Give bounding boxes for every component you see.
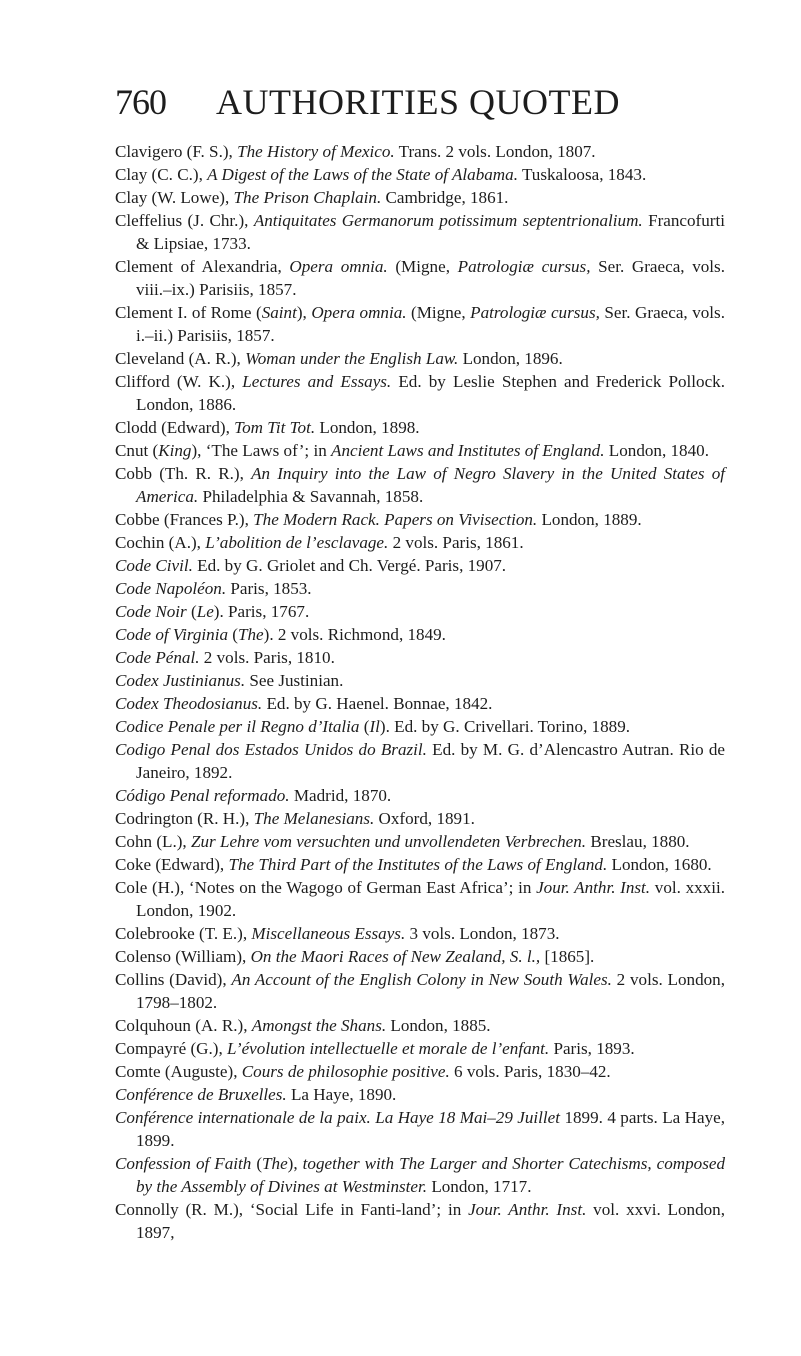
entry-text: Ed. by M. G. d’Alencastro Autran. Rio de Janeiro, 1892.	[136, 740, 726, 782]
entry-text: Trans. 2 vols. London, 1807.	[394, 142, 596, 161]
entry-text: Ed. by G. Griolet and Ch. Vergé. Paris, 1907.	[192, 556, 507, 575]
bibliography-entry	[115, 922, 725, 945]
entry-title-text: Code Civil.	[115, 556, 193, 575]
page-header	[115, 80, 721, 130]
bibliography-entry	[115, 738, 725, 784]
entry-text: Cohn (L.),	[115, 832, 191, 851]
bibliography-entry	[115, 301, 725, 347]
entry-title-text: Amongst the Shans.	[251, 1016, 387, 1035]
bibliography-entry	[115, 416, 725, 439]
bibliography-entry	[115, 1037, 725, 1060]
bibliography-entry	[115, 1106, 725, 1152]
entry-title-text: Code Napoléon.	[115, 579, 227, 598]
entry-text: vol. xxvi. London, 1897,	[136, 1200, 725, 1242]
entry-title-text: The Modern Rack. Papers on Vivisection.	[253, 510, 538, 529]
bibliography-entry	[115, 1060, 725, 1083]
entry-title-text: Tom Tit Tot.	[234, 418, 316, 437]
entry-title-text: The Third Part of the Institutes of the Laws of England.	[228, 855, 608, 874]
entry-title-text: On the Maori Races of New Zealand, S. l.,	[250, 947, 541, 966]
entry-text: (	[251, 1154, 263, 1173]
bibliography-entry	[115, 692, 725, 715]
bibliography-entry	[115, 646, 725, 669]
bibliography-entry	[115, 830, 725, 853]
entry-text: London, 1885.	[386, 1016, 491, 1035]
entry-title-text: Codex Theodosianus.	[115, 694, 263, 713]
entry-title-text: Lectures and Essays.	[242, 372, 392, 391]
entry-text: vol. xxxii. London, 1902.	[136, 878, 725, 920]
entry-text: (Migne,	[387, 257, 458, 276]
entry-title-text: Il	[369, 717, 380, 736]
entry-title-text: Conférence de Bruxelles.	[115, 1085, 287, 1104]
entry-text: Cleveland (A. R.),	[115, 349, 246, 368]
entry-text: ),	[296, 303, 312, 322]
entry-title-text: Opera omnia.	[289, 257, 388, 276]
entry-text: Francofurti & Lipsiae, 1733.	[136, 211, 725, 253]
bibliography-entry	[115, 600, 725, 623]
entry-text: Ser. Graeca, vols. viii.–ix.) Parisiis, 1857.	[136, 257, 725, 299]
bibliography-entry	[115, 347, 725, 370]
entry-text: Clay (W. Lowe),	[115, 188, 234, 207]
entry-title-text: Code Noir	[115, 602, 187, 621]
entry-text: 3 vols. London, 1873.	[405, 924, 560, 943]
bibliography-entry	[115, 462, 725, 508]
entry-text: [1865].	[540, 947, 595, 966]
entry-text: 6 vols. Paris, 1830–42.	[449, 1062, 611, 1081]
entry-title-text: Jour. Anthr. Inst.	[468, 1200, 587, 1219]
bibliography-entry	[115, 554, 725, 577]
entry-title-text: L’évolution intellectuelle et morale de l’enfant.	[227, 1039, 550, 1058]
bibliography-entry	[115, 1014, 725, 1037]
entry-title-text: Codice Penale per il Regno d’Italia	[115, 717, 360, 736]
bibliography-entry	[115, 807, 725, 830]
entry-text: Colquhoun (A. R.),	[115, 1016, 252, 1035]
bibliography-entry	[115, 945, 725, 968]
entry-title-text: Antiquitates Germanorum potissimum septentrionalium.	[253, 211, 643, 230]
entry-title-text: Le	[196, 602, 214, 621]
bibliography-entry	[115, 209, 725, 255]
bibliography-list	[115, 140, 725, 1244]
bibliography-entry	[115, 140, 725, 163]
entry-title-text: Woman under the English Law.	[245, 349, 459, 368]
entry-text: London, 1889.	[537, 510, 642, 529]
entry-title-text: L’abolition de l’esclavage.	[205, 533, 389, 552]
bibliography-entry	[115, 439, 725, 462]
bibliography-entry	[115, 1152, 725, 1198]
entry-text: Cochin (A.),	[115, 533, 206, 552]
entry-title-text: Saint	[261, 303, 297, 322]
entry-text: Cleffelius (J. Chr.),	[115, 211, 254, 230]
bibliography-entry	[115, 531, 725, 554]
entry-text: Connolly (R. M.), ‘Social Life in Fanti-land’; in	[115, 1200, 469, 1219]
entry-text: (	[359, 717, 370, 736]
entry-text: 2 vols. Paris, 1810.	[199, 648, 335, 667]
bibliography-entry	[115, 1083, 725, 1106]
entry-text: ),	[287, 1154, 303, 1173]
bibliography-entry	[115, 186, 725, 209]
entry-text: Clavigero (F. S.),	[115, 142, 238, 161]
entry-text: Cnut (	[115, 441, 159, 460]
bibliography-entry	[115, 715, 725, 738]
entry-text: Clement of Alexandria,	[115, 257, 290, 276]
entry-text: London, 1898.	[315, 418, 420, 437]
entry-title-text: A Digest of the Laws of the State of Alabama.	[207, 165, 518, 184]
entry-title-text: An Account of the English Colony in New South Wales.	[231, 970, 612, 989]
entry-text: ). 2 vols. Richmond, 1849.	[263, 625, 446, 644]
entry-title-text: Jour. Anthr. Inst.	[536, 878, 651, 897]
entry-title-text: Patrologiæ cursus,	[457, 257, 591, 276]
bibliography-entry	[115, 577, 725, 600]
bibliography-entry	[115, 876, 725, 922]
entry-text: Madrid, 1870.	[289, 786, 392, 805]
entry-text: 1899. 4 parts. La Haye, 1899.	[136, 1108, 726, 1150]
entry-text: Comte (Auguste),	[115, 1062, 242, 1081]
entry-text: Ed. by Leslie Stephen and Frederick Pollock. London, 1886.	[136, 372, 725, 414]
entry-text: Clay (C. C.),	[115, 165, 208, 184]
entry-text: ). Paris, 1767.	[213, 602, 310, 621]
entry-text: Clifford (W. K.),	[115, 372, 243, 391]
entry-text: Cobb (Th. R. R.),	[115, 464, 252, 483]
entry-text: Collins (David),	[115, 970, 232, 989]
bibliography-entry	[115, 508, 725, 531]
entry-title-text: The History of Mexico.	[237, 142, 395, 161]
entry-text: Ser. Graeca, vols. i.–ii.) Parisiis, 1857.	[136, 303, 725, 345]
entry-text: London, 1840.	[604, 441, 709, 460]
bibliography-entry	[115, 784, 725, 807]
entry-text: Paris, 1893.	[549, 1039, 635, 1058]
entry-text: See Justinian.	[245, 671, 344, 690]
entry-text: 2 vols. London, 1798–1802.	[136, 970, 725, 1012]
entry-title-text: Code Pénal.	[115, 648, 200, 667]
entry-title-text: Patrologiæ cursus,	[470, 303, 600, 322]
entry-text: Paris, 1853.	[226, 579, 312, 598]
entry-text: Cole (H.), ‘Notes on the Wagogo of German East Africa’; in	[115, 878, 537, 897]
entry-text: Breslau, 1880.	[586, 832, 690, 851]
entry-text: 2 vols. Paris, 1861.	[388, 533, 524, 552]
entry-text: Colenso (William),	[115, 947, 251, 966]
entry-text: London, 1896.	[458, 349, 563, 368]
entry-title-text: together with The Larger and Shorter Catechisms, composed by the Assembly of Divines at Westminster.	[136, 1154, 725, 1196]
entry-text: Cambridge, 1861.	[381, 188, 509, 207]
entry-title-text: Ancient Laws and Institutes of England.	[331, 441, 605, 460]
entry-text: Codrington (R. H.),	[115, 809, 254, 828]
bibliography-entry	[115, 669, 725, 692]
entry-text: Coke (Edward),	[115, 855, 229, 874]
bibliography-entry	[115, 1198, 725, 1244]
entry-title-text: The Prison Chaplain.	[233, 188, 382, 207]
entry-text: Cobbe (Frances P.),	[115, 510, 254, 529]
entry-text: ), ‘The Laws of’; in	[191, 441, 332, 460]
entry-text: (	[228, 625, 238, 644]
entry-text: Tuskaloosa, 1843.	[517, 165, 647, 184]
entry-text: Compayré (G.),	[115, 1039, 228, 1058]
entry-text: Oxford, 1891.	[374, 809, 475, 828]
entry-text: Clodd (Edward),	[115, 418, 235, 437]
entry-title-text: Zur Lehre vom versuchten und unvollendeten Verbrechen.	[190, 832, 587, 851]
entry-title-text: King	[158, 441, 192, 460]
page-number: 760	[115, 82, 166, 122]
entry-title-text: Opera omnia.	[311, 303, 407, 322]
bibliography-entry	[115, 255, 725, 301]
entry-title-text: Codigo Penal dos Estados Unidos do Brazil.	[115, 740, 427, 759]
bibliography-entry	[115, 968, 725, 1014]
entry-title-text: Código Penal reformado.	[115, 786, 290, 805]
entry-title-text: An Inquiry into the Law of Negro Slavery in the United States of America.	[136, 464, 725, 506]
entry-title-text: Confession of Faith	[115, 1154, 252, 1173]
entry-text: (	[186, 602, 197, 621]
entry-title-text: Cours de philosophie positive.	[241, 1062, 450, 1081]
entry-text: Ed. by G. Haenel. Bonnae, 1842.	[262, 694, 493, 713]
entry-text: Colebrooke (T. E.),	[115, 924, 252, 943]
entry-title-text: The	[262, 1154, 288, 1173]
bibliography-entry	[115, 163, 725, 186]
entry-title-text: Codex Justinianus.	[115, 671, 246, 690]
entry-title-text: The	[237, 625, 264, 644]
entry-title-text: Miscellaneous Essays.	[251, 924, 406, 943]
running-head: AUTHORITIES QUOTED	[216, 82, 620, 122]
entry-text: (Migne,	[406, 303, 471, 322]
entry-title-text: Conférence internationale de la paix. La Haye 18 Mai–29 Juillet	[115, 1108, 561, 1127]
entry-text: London, 1680.	[607, 855, 712, 874]
entry-text: La Haye, 1890.	[286, 1085, 397, 1104]
entry-text: ). Ed. by G. Crivellari. Torino, 1889.	[379, 717, 631, 736]
entry-text: Clement I. of Rome (	[115, 303, 262, 322]
bibliography-entry	[115, 370, 725, 416]
entry-text: Philadelphia & Savannah, 1858.	[198, 487, 424, 506]
entry-title-text: Code of Virginia	[115, 625, 229, 644]
bibliography-entry	[115, 853, 725, 876]
entry-title-text: The Melanesians.	[253, 809, 375, 828]
bibliography-entry	[115, 623, 725, 646]
entry-text: London, 1717.	[427, 1177, 532, 1196]
